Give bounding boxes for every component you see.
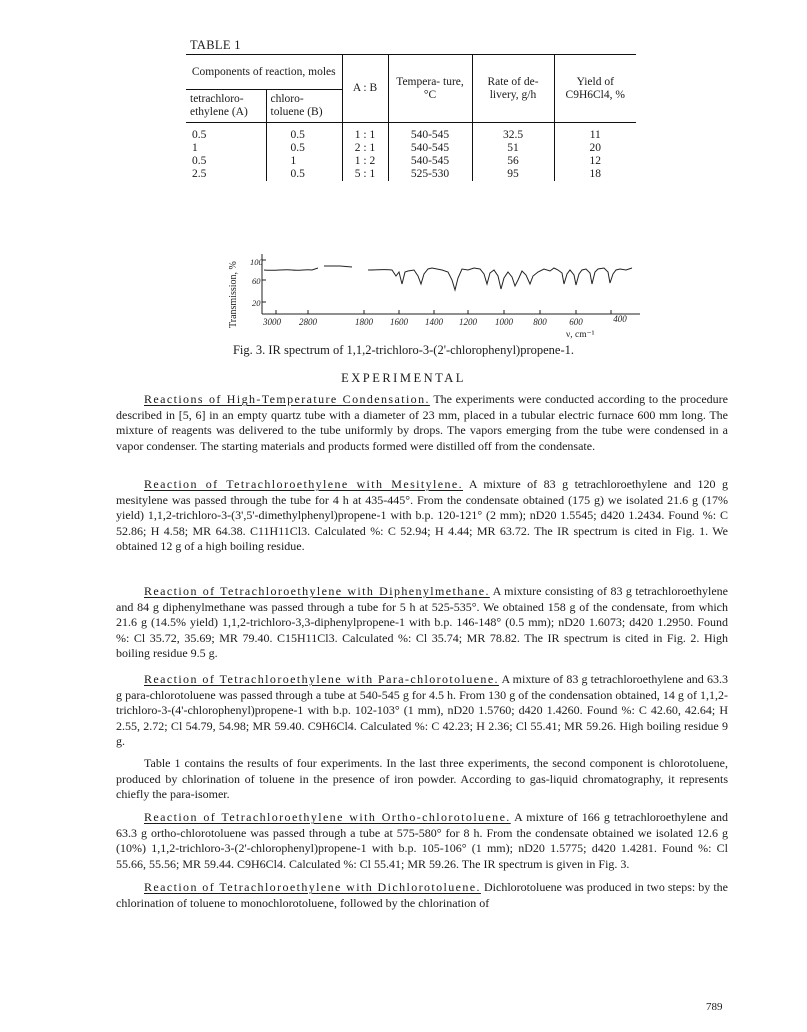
x-tick-label: 800 — [533, 317, 547, 327]
cell-yield: 12 — [554, 155, 636, 168]
cell-rate: 56 — [472, 155, 554, 168]
paragraph-body: Table 1 contains the results of four experiments. In the last three experiments, the second component is chlorotoluene, produced by chlorination of toluene in the presence of iron powder. According to gas-liquid chromatography, it represents chiefly the para-isomer. — [116, 756, 728, 802]
cell-rate: 95 — [472, 168, 554, 181]
table-row — [186, 155, 636, 168]
section-title: EXPERIMENTAL — [341, 371, 466, 385]
col-ratio-header: A : B — [342, 55, 388, 123]
paragraph — [116, 756, 728, 803]
paragraph-body: The experiments were conducted according to the procedure described in [5, 6] in an empty quartz tube with a diameter of 23 mm, placed in a tubular electric furnace 600 mm long. The mixture of reagents was delivered to the tube uniformly by drops. The vapors emerging from the tube were condensed in a vapor condenser. The starting materials and products formed were distilled off from the condensate. — [116, 392, 728, 453]
spectrum-trace — [264, 266, 632, 290]
results-table — [186, 54, 636, 181]
x-tick-label: 1200 — [459, 317, 477, 327]
paragraph-body: Dichlorotoluene was produced in two steps: by the chlorination of toluene to monochlorotoluene, followed by the chlorination of — [116, 880, 728, 910]
paragraph-body: A mixture consisting of 83 g tetrachloroethylene and 84 g diphenylmethane was passed through a tube for 5 h at 525-535°. We obtained 158 g of the condensate, from which 21.6 g (14.5% yield) 1,1,2-trichloro-3,3-diphenylpropene-1 with b.p. 146-148° (0.5 mm); nD20 1.6073; d420 1.2950. Found %: Cl 35.72, 35.69; MR 79.40. C15H11Cl3. Calculated %: Cl 35.74; MR 78.82. The IR spectrum is cited in Fig. 2. High boiling residue 9.5 g. — [116, 584, 728, 661]
paragraph — [116, 584, 728, 662]
x-axis-unit: ν, cm⁻¹ — [566, 330, 595, 340]
paragraph — [116, 392, 728, 454]
paragraph-lead: Reaction of Tetrachloroethylene with Dichlorotoluene. — [144, 880, 481, 894]
paragraph — [116, 672, 728, 750]
cell-a: 0.5 — [192, 129, 207, 141]
paragraph-body: A mixture of 83 g tetrachloroethylene and 120 g mesitylene was passed through the tube for 4 h at 435-445°. From the condensate obtained (175 g) we isolated 21.6 g (17% yield) 1,1,2-trichloro-3-(3',5'-dimethylphenyl)propene-1 with b.p. 120-121° (2 mm); nD20 1.5545; d420 1.2434. Found %: C 52.86; H 4.58; MR 64.38. C11H11Cl3. Calculated %: C 52.94; H 4.44; MR 63.72. The IR spectrum is cited in Fig. 1. We obtained 12 g of a high boiling residue. — [116, 477, 729, 554]
paragraph-body: A mixture of 83 g tetrachloroethylene and 63.3 g para-chlorotoluene was passed through a tube at 540-545 g for 4.5 h. From 130 g of the condensation obtained, 14 g of 1,1,2-trichloro-3-(4'-chlorophenyl)propene-1 with b.p. 102-103° (1 mm), nD20 1.5760; d420 1.4260. Found %: C 42.60, 42.64; H 2.55, 2.72; Cl 54.79, 54.98; MR 59.40. C9H6Cl4. Calculated %: C 42.23; H 2.36; Cl 55.41; MR 59.26. High boiling residue 9 g. — [116, 672, 728, 749]
x-tick-label: 1800 — [355, 317, 373, 327]
ir-spectrum-svg — [228, 240, 648, 340]
figure-caption: Fig. 3. IR spectrum of 1,1,2-trichloro-3-(2'-chlorophenyl)propene-1. — [232, 343, 575, 357]
page-number: 789 — [706, 1001, 723, 1013]
ir-spectrum-figure — [228, 240, 648, 340]
cell-ratio: 2 : 1 — [342, 142, 388, 155]
cell-a: 0.5 — [192, 155, 207, 167]
paragraph-lead: Reaction of Tetrachloroethylene with Ortho-chlorotoluene. — [144, 810, 511, 824]
table-row — [186, 142, 636, 155]
x-tick-label: 1000 — [495, 317, 513, 327]
x-tick-marks — [276, 310, 611, 314]
paragraph — [116, 477, 728, 555]
cell-rate: 32.5 — [472, 123, 554, 143]
x-tick-label: 400 — [613, 314, 627, 324]
cell-yield: 18 — [554, 168, 636, 181]
cell-b: 0.5 — [266, 142, 342, 155]
x-tick-label: 3000 — [263, 317, 281, 327]
col-yield-header — [554, 55, 636, 123]
y-tick-label: 60 — [252, 276, 261, 286]
cell-yield: 20 — [554, 142, 636, 155]
x-tick-label: 1600 — [390, 317, 408, 327]
table-row — [186, 168, 636, 181]
cell-ratio: 5 : 1 — [342, 168, 388, 181]
col-b-header: chloro- toluene (B) — [266, 90, 342, 123]
cell-temp: 540-545 — [388, 155, 472, 168]
group-header: Components of reaction, moles — [186, 55, 342, 90]
table-title: TABLE 1 — [190, 38, 241, 52]
y-tick-label: 20 — [252, 298, 261, 308]
cell-b: 0.5 — [266, 123, 342, 143]
x-tick-label: 2800 — [299, 317, 317, 327]
col-temp-header: Tempera- ture, °C — [388, 55, 472, 123]
table-row — [186, 123, 636, 143]
cell-ratio: 1 : 1 — [342, 123, 388, 143]
cell-yield: 11 — [554, 123, 636, 143]
cell-b: 1 — [266, 155, 342, 168]
x-tick-label: 1400 — [425, 317, 443, 327]
paragraph-lead: Reaction of Tetrachloroethylene with Diphenylmethane. — [144, 584, 490, 598]
paragraph-lead: Reaction of Tetrachloroethylene with Mesitylene. — [144, 477, 464, 491]
paragraph-body: A mixture of 166 g tetrachloroethylene and 63.3 g ortho-chlorotoluene was passed through a tube at 575-580° for 8 h. From the condensate obtained we isolated 12.6 g (10%) 1,1,2-trichloro-3-(2'-chlorophenyl)propene-1 with b.p. 105-106° (1 mm); nD20 1.5775; d420 1.4281. Found %: Cl 55.66, 55.56; MR 59.44. C9H6Cl4. Calculated %: Cl 55.41; MR 59.26. The IR spectrum is given in Fig. 3. — [116, 810, 728, 871]
paragraph-lead: Reaction of Tetrachloroethylene with Para-chlorotoluene. — [144, 672, 499, 686]
x-tick-label: 600 — [569, 317, 583, 327]
col-yield-text: Yield of C9H6Cl4, % — [565, 75, 625, 101]
y-tick-label: 100 — [250, 257, 263, 267]
col-a-header: tetrachloro- ethylene (A) — [186, 90, 266, 123]
cell-a: 2.5 — [192, 168, 207, 180]
y-axis-label: Transmission, % — [228, 261, 239, 328]
paragraph-lead: Reactions of High-Temperature Condensation. — [144, 392, 430, 406]
cell-temp: 540-545 — [388, 123, 472, 143]
cell-a: 1 — [192, 142, 198, 154]
cell-temp: 540-545 — [388, 142, 472, 155]
paragraph — [116, 810, 728, 872]
col-rate-header: Rate of de- livery, g/h — [472, 55, 554, 123]
cell-rate: 51 — [472, 142, 554, 155]
paragraph — [116, 880, 728, 911]
cell-ratio: 1 : 2 — [342, 155, 388, 168]
cell-temp: 525-530 — [388, 168, 472, 181]
cell-b: 0.5 — [266, 168, 342, 181]
